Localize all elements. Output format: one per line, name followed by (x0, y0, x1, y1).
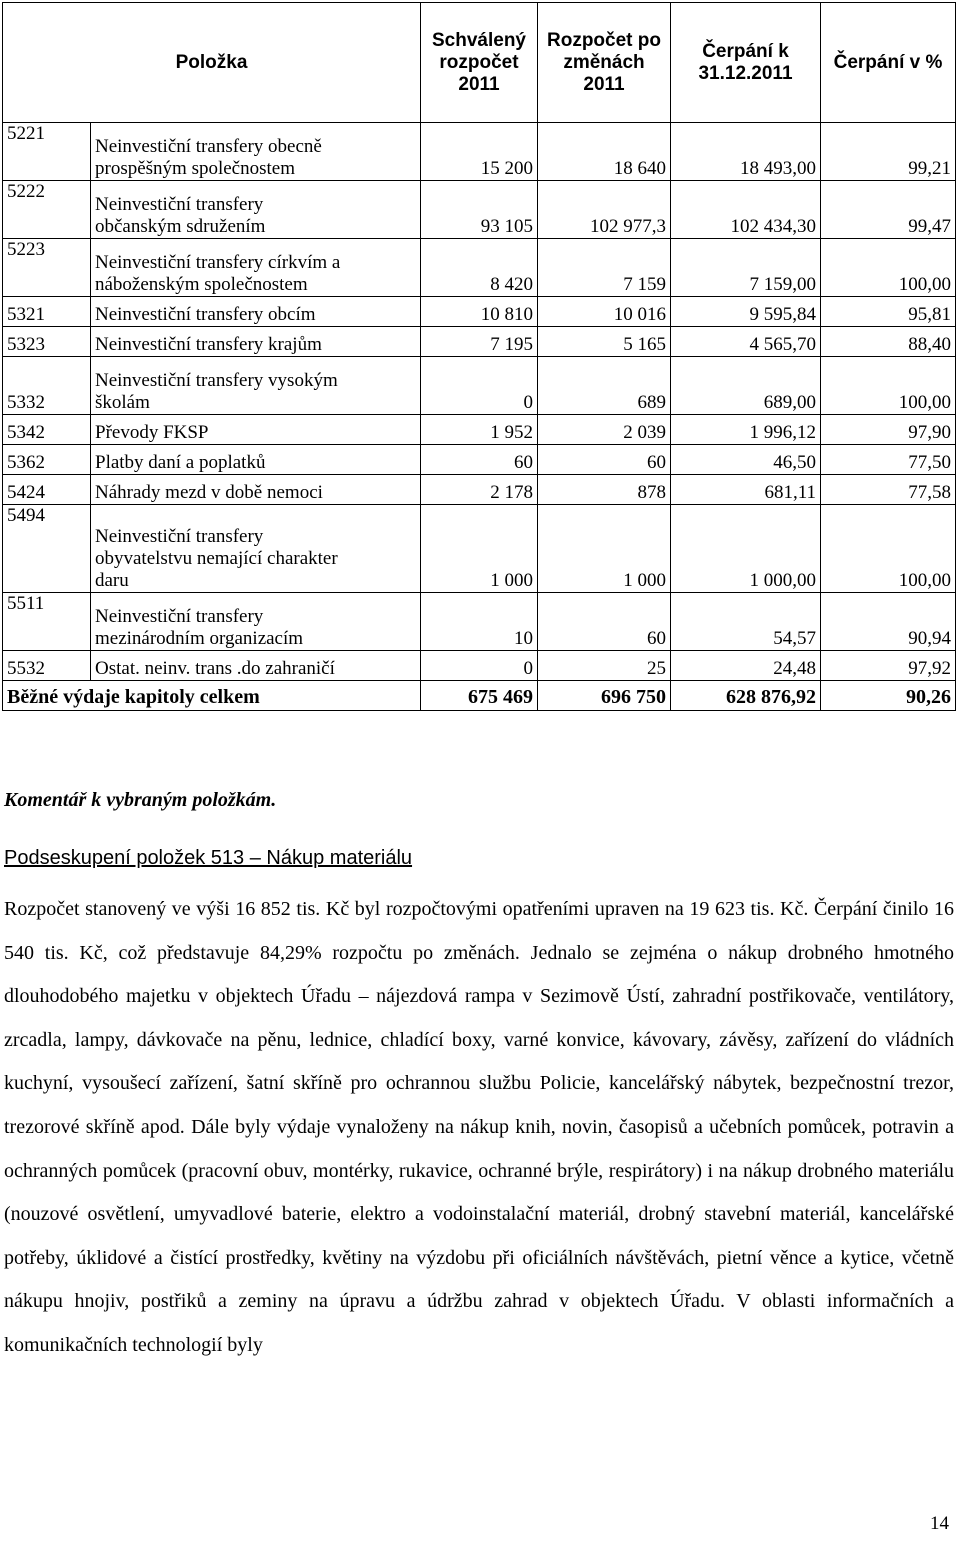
row-name: Neinvestiční transfery obcím (91, 297, 421, 327)
header-cerpani-pct: Čerpání v % (821, 3, 956, 123)
row-code: 5323 (3, 327, 91, 357)
row-code: 5223 (3, 239, 91, 297)
row-cerpani-pct: 97,92 (821, 651, 956, 681)
row-name: Neinvestiční transfery vysokým školám (91, 357, 421, 415)
row-cerpani: 4 565,70 (671, 327, 821, 357)
row-po-zmenach: 2 039 (538, 415, 671, 445)
row-schvaleny: 1 952 (421, 415, 538, 445)
row-po-zmenach: 102 977,3 (538, 181, 671, 239)
comment-heading: Komentář k vybraným položkám. (4, 789, 277, 811)
row-po-zmenach: 25 (538, 651, 671, 681)
table-row (3, 297, 956, 327)
row-code: 5362 (3, 445, 91, 475)
row-code: 5494 (3, 505, 91, 593)
header-polozka: Položka (3, 3, 421, 123)
row-cerpani: 46,50 (671, 445, 821, 475)
total-po-zmenach: 696 750 (538, 681, 671, 711)
row-name: Náhrady mezd v době nemoci (91, 475, 421, 505)
row-schvaleny: 15 200 (421, 123, 538, 181)
row-cerpani: 54,57 (671, 593, 821, 651)
row-cerpani-pct: 99,47 (821, 181, 956, 239)
row-po-zmenach: 1 000 (538, 505, 671, 593)
table-row (3, 415, 956, 445)
row-schvaleny: 2 178 (421, 475, 538, 505)
row-name: Platby daní a poplatků (91, 445, 421, 475)
row-cerpani: 1 000,00 (671, 505, 821, 593)
table-row (3, 239, 956, 297)
row-cerpani-pct: 100,00 (821, 505, 956, 593)
table-row (3, 593, 956, 651)
row-code: 5342 (3, 415, 91, 445)
subgroup-heading: Podseskupení položek 513 – Nákup materiálu (4, 847, 413, 869)
row-code: 5532 (3, 651, 91, 681)
row-cerpani: 24,48 (671, 651, 821, 681)
row-cerpani-pct: 97,90 (821, 415, 956, 445)
total-label: Běžné výdaje kapitoly celkem (3, 681, 421, 711)
total-schvaleny: 675 469 (421, 681, 538, 711)
row-cerpani-pct: 90,94 (821, 593, 956, 651)
row-po-zmenach: 10 016 (538, 297, 671, 327)
row-name: Ostat. neinv. trans .do zahraničí (91, 651, 421, 681)
table-row (3, 505, 956, 593)
row-schvaleny: 10 810 (421, 297, 538, 327)
row-cerpani-pct: 100,00 (821, 239, 956, 297)
table-row (3, 651, 956, 681)
row-po-zmenach: 18 640 (538, 123, 671, 181)
row-po-zmenach: 7 159 (538, 239, 671, 297)
table-row (3, 475, 956, 505)
row-cerpani: 7 159,00 (671, 239, 821, 297)
row-code: 5222 (3, 181, 91, 239)
row-name: Neinvestiční transfery obecně prospěšným společnostem (91, 123, 421, 181)
comment-paragraph: Rozpočet stanovený ve výši 16 852 tis. Kč byl rozpočtovými opatřeními upraven na 19 623 tis. Kč. Čerpání činilo 16 540 tis. Kč, což představuje 84,29% rozpočtu po změnách. Jednalo se zejména o nákup drobného hmotného dlouhodobého majetku v objektech Úřadu – nájezdová rampa v Sezimově Ústí, zahradní postřikovače, ventilátory, zrcadla, lampy, dávkovače na pěnu, lednice, chladící boxy, varné konvice, kávovary, závěsy, zařízení do vládních kuchyní, vysoušecí zařízení, šatní skříně pro ochrannou službu Policie, kancelářský nábytek, bezpečnostní trezor, trezorové skříně apod. Dále byly výdaje vynaloženy na nákup knih, novin, časopisů a učebních pomůcek, potravin a ochranných pomůcek (pracovní obuv, montérky, rukavice, ochranné brýle, respirátory) i na nákup drobného materiálu (nouzové osvětlení, umyvadlové baterie, elektro a vodoinstalační materiál, drobný stavební materiál, kancelářské potřeby, úklidové a čistící prostředky, květiny na výzdobu při oficiálních návštěvách, pietní věnce a kytice, včetně nákupu hnojiv, postřiků a zeminy na úpravu a údržbu zahrad v objektech Úřadu. V oblasti informačních a komunikačních technologií byly (4, 898, 954, 1356)
row-schvaleny: 0 (421, 651, 538, 681)
row-code: 5321 (3, 297, 91, 327)
row-code: 5424 (3, 475, 91, 505)
row-cerpani: 9 595,84 (671, 297, 821, 327)
row-cerpani: 102 434,30 (671, 181, 821, 239)
row-schvaleny: 93 105 (421, 181, 538, 239)
row-po-zmenach: 60 (538, 593, 671, 651)
total-row (3, 681, 956, 711)
row-po-zmenach: 60 (538, 445, 671, 475)
row-cerpani-pct: 100,00 (821, 357, 956, 415)
total-cerpani-pct: 90,26 (821, 681, 956, 711)
total-cerpani: 628 876,92 (671, 681, 821, 711)
row-cerpani: 18 493,00 (671, 123, 821, 181)
row-name: Neinvestiční transfery krajům (91, 327, 421, 357)
table-row (3, 181, 956, 239)
row-code: 5221 (3, 123, 91, 181)
row-po-zmenach: 689 (538, 357, 671, 415)
table-row (3, 123, 956, 181)
row-name: Převody FKSP (91, 415, 421, 445)
row-schvaleny: 8 420 (421, 239, 538, 297)
table-row (3, 327, 956, 357)
row-code: 5332 (3, 357, 91, 415)
row-schvaleny: 60 (421, 445, 538, 475)
row-name: Neinvestiční transfery občanským sdružením (91, 181, 421, 239)
page-number: 14 (930, 1513, 949, 1534)
header-cerpani: Čerpání k 31.12.2011 (671, 3, 821, 123)
row-cerpani: 1 996,12 (671, 415, 821, 445)
row-schvaleny: 7 195 (421, 327, 538, 357)
row-code: 5511 (3, 593, 91, 651)
row-schvaleny: 10 (421, 593, 538, 651)
row-schvaleny: 0 (421, 357, 538, 415)
row-po-zmenach: 878 (538, 475, 671, 505)
row-cerpani-pct: 88,40 (821, 327, 956, 357)
header-rozpocet-po-zmenach: Rozpočet po změnách 2011 (538, 3, 671, 123)
table-row (3, 445, 956, 475)
row-cerpani-pct: 99,21 (821, 123, 956, 181)
header-schvaleny: Schválený rozpočet 2011 (421, 3, 538, 123)
row-schvaleny: 1 000 (421, 505, 538, 593)
table-row (3, 357, 956, 415)
row-name: Neinvestiční transfery mezinárodním organizacím (91, 593, 421, 651)
row-cerpani: 681,11 (671, 475, 821, 505)
budget-table (2, 2, 956, 711)
row-cerpani: 689,00 (671, 357, 821, 415)
row-cerpani-pct: 77,50 (821, 445, 956, 475)
row-name: Neinvestiční transfery obyvatelstvu nemající charakter daru (91, 505, 421, 593)
table-header-row (3, 3, 956, 123)
row-po-zmenach: 5 165 (538, 327, 671, 357)
row-cerpani-pct: 95,81 (821, 297, 956, 327)
row-name: Neinvestiční transfery církvím a náboženským společnostem (91, 239, 421, 297)
row-cerpani-pct: 77,58 (821, 475, 956, 505)
